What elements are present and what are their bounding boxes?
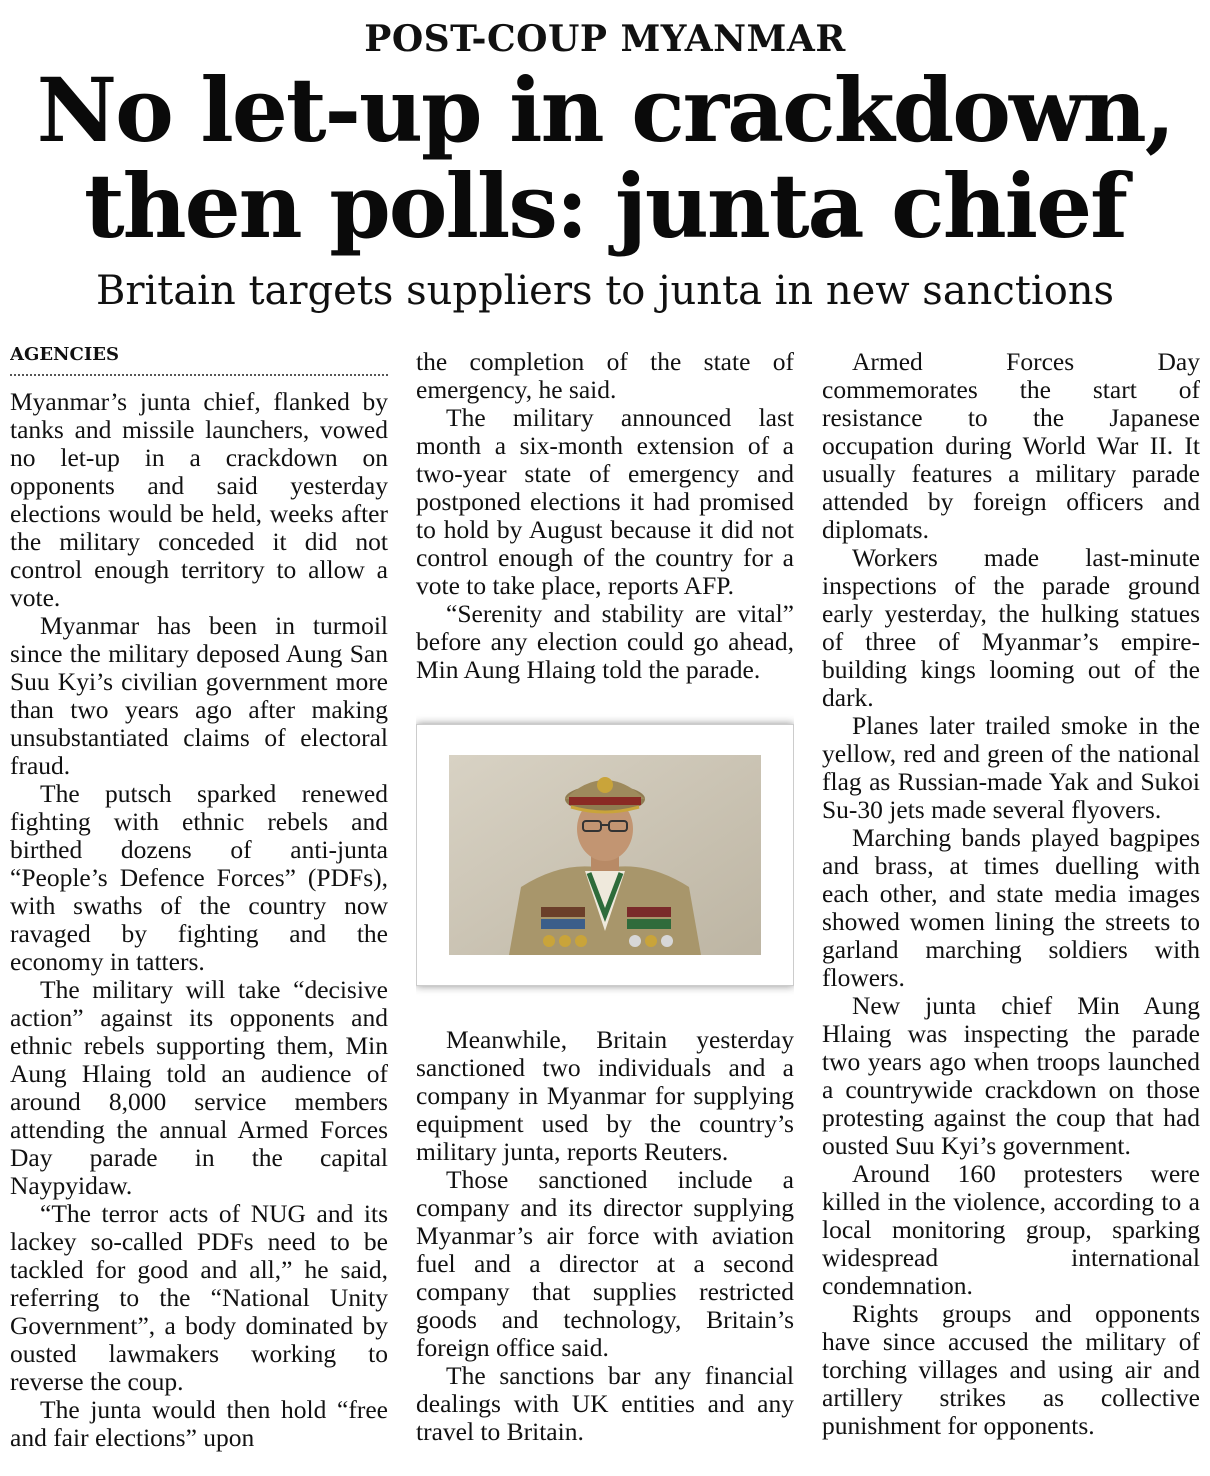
paragraph: Around 160 protesters were killed in the violence, according to a local monitoring group, sparking widespread international condemnation. [822, 1159, 1200, 1300]
section-kicker: POST-COUP MYANMAR [364, 18, 846, 60]
article-column-3 [822, 344, 1200, 1470]
paragraph: Rights groups and opponents have since accused the military of torching villages and using air and artillery strikes as collective punishment for opponents. [822, 1299, 1200, 1440]
paragraph: Myanmar has been in turmoil since the military deposed Aung San Suu Kyi’s civilian government more than two years ago after making unsubstantiated claims of electoral fraud. [10, 611, 388, 780]
paragraph: Those sanctioned include a company and its director supplying Myanmar’s air force with aviation fuel and a director at a second company that supplies restricted goods and technology, Britain’s foreign office said. [416, 1165, 794, 1362]
headline-line-2: then polls: junta chief [84, 154, 1126, 258]
paragraph: New junta chief Min Aung Hlaing was inspecting the parade two years ago when troops launched a countrywide crackdown on those protesting against the coup that had ousted Suu Kyi’s government. [822, 991, 1200, 1160]
junta-chief-photo [449, 755, 761, 955]
paragraph: Planes later trailed smoke in the yellow, red and green of the national flag as Russian-made Yak and Sukoi Su-30 jets made several flyovers. [822, 711, 1200, 824]
subheadline: Britain targets suppliers to junta in new sanctions [95, 268, 1115, 314]
paragraph: The sanctions bar any financial dealings with UK entities and any travel to Britain. [416, 1361, 794, 1446]
paragraph: The military will take “decisive action” against its opponents and ethnic rebels supporting them, Min Aung Hlaing told an audience of around 8,000 service members attending the annual Armed Forces Day parade in the capital Naypyidaw. [10, 975, 388, 1200]
paragraph: “Serenity and stability are vital” before any election could go ahead, Min Aung Hlaing told the parade. [416, 599, 794, 684]
paragraph: The military announced last month a six-month extension of a two-year state of emergency and postponed elections it had promised to hold by August because it did not control enough of the country for a vote to take place, reports AFP. [416, 403, 794, 600]
byline: AGENCIES [10, 344, 388, 376]
headline [20, 58, 1190, 258]
headline-line-1: No let-up in crackdown, [36, 58, 1174, 162]
article-column-2 [416, 344, 794, 1470]
paragraph: Marching bands played bagpipes and brass, at times duelling with each other, and state media images showed women lining the streets to garland marching soldiers with flowers. [822, 823, 1200, 992]
paragraph: Meanwhile, Britain yesterday sanctioned two individuals and a company in Myanmar for supplying equipment used by the country’s military junta, reports Reuters. [416, 1025, 794, 1166]
paragraph: The junta would then hold “free and fair elections” upon [10, 1395, 388, 1452]
paragraph: “The terror acts of NUG and its lackey so-called PDFs need to be tackled for good and all,” he said, referring to the “National Unity Government”, a body dominated by ousted lawmakers working to reverse the coup. [10, 1199, 388, 1396]
paragraph: Armed Forces Day commemorates the start of resistance to the Japanese occupation during World War II. It usually features a military parade attended by foreign officers and diplomats. [822, 347, 1200, 544]
paragraph: Workers made last-minute inspections of the parade ground early yesterday, the hulking statues of three of Myanmar’s empire-building kings looming out of the dark. [822, 543, 1200, 712]
paragraph: the completion of the state of emergency, he said. [416, 347, 794, 404]
paragraph: Myanmar’s junta chief, flanked by tanks and missile launchers, vowed no let-up in a crackdown on opponents and said yesterday elections would be held, weeks after the military conceded it did not control enough territory to allow a vote. [10, 387, 388, 612]
news-photo-frame [416, 724, 794, 986]
paragraph: The putsch sparked renewed fighting with ethnic rebels and birthed dozens of anti-junta “People’s Defence Forces” (PDFs), with swaths of the country now ravaged by fighting and the economy in tatters. [10, 779, 388, 976]
article-column-1 [10, 344, 388, 1470]
